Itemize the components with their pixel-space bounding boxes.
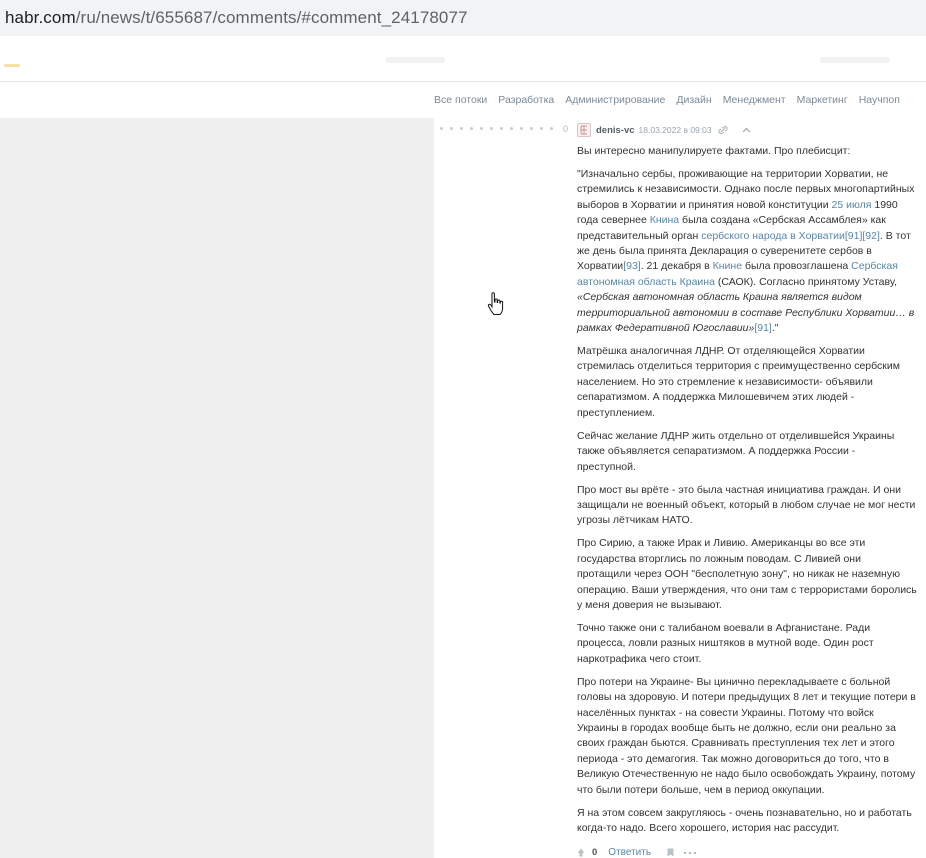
url-path: /ru/news/t/655687/comments/#comment_24178077 — [75, 8, 468, 27]
bookmark-icon[interactable] — [667, 848, 674, 857]
comment-author[interactable]: denis-vc — [596, 124, 635, 136]
vote-score: 0 — [592, 847, 598, 858]
hub-navigation — [0, 82, 926, 118]
comment-paragraph: Вы интересно манипулируете фактами. Про плебисцит: — [577, 145, 851, 157]
header-blur — [385, 57, 445, 63]
more-icon[interactable] — [684, 852, 696, 854]
comment-date[interactable]: 18.03.2022 в 09:03 — [638, 125, 712, 135]
link-serbs-of-croatia[interactable]: сербского народа в Хорватии — [701, 229, 845, 242]
footnote-93[interactable]: [93] — [623, 260, 641, 273]
comment-footer — [577, 847, 696, 858]
reply-button[interactable]: Ответить — [608, 847, 652, 858]
comment-header — [577, 122, 751, 138]
comment-paragraph: Точно также они с талибаном воевали в Афганистане. Ради процесса, ловли разных ништяков в мутной воде. Один рост наркотрафика чего стоит. — [577, 621, 874, 665]
nesting-indicator — [440, 127, 553, 130]
url-text[interactable] — [5, 8, 468, 28]
comment-paragraph: Матрёшка аналогичная ЛДНР. От отделяющейся Хорватии стремилась отделиться территория с преимущественно сербским населением. Но это стремление к независимости- объявили сепаратизмом. А поддержка Милошевичем этих людей - преступлением. — [577, 345, 900, 419]
link-knin[interactable]: Книна — [649, 214, 680, 227]
hand-cursor-icon — [487, 292, 505, 321]
nav-item-administration[interactable]: Администрирование — [565, 94, 666, 106]
comment-body — [577, 144, 917, 844]
nav-item-popsci[interactable]: Научпоп — [858, 94, 900, 106]
comment-quote-paragraph: "Изначально сербы, проживающие на территории Хорватии, не стремились к независимости. Однако после первых многопартийных выборов в Хорватии и принятия новой конституции 25 июля 1990 года севернее Книна была создана «Сербская Ассамблея» как представительный орган сербского народа в Хорватии[91][92]. В тот же день была принята Декларация о суверенитете сербов в Хорватии[93]. 21 декабря в Книне была провозглашена Сербская автономная область Краина (САОК). Согласно принятому Уставу, «Сербская автономная область Краина является видом территориальной автономии в составе Республики Хорватии… в рамках Федеративной Югославии»[91]." — [577, 168, 915, 335]
comment-paragraph: Про потери на Украине- Вы цинично перекладываете с больной головы на здоровую. И потери предыдущих 8 лет и текущие потери в населённых пунктах - на совести Украины. Потому что войск Украины в городах вообще быть не должно, если они реально за своих граждан бьются. Сравнивать преступления тех лет и этого периода - это демагогия. Так можно договориться до того, что в Великую Отечественную не надо было освобождать Украину, потому что были потери больше, чем в период оккупации. — [577, 675, 916, 796]
site-header — [0, 36, 926, 82]
link-knin-2[interactable]: Книне — [712, 260, 743, 273]
nav-item-marketing[interactable]: Маркетинг — [796, 94, 848, 106]
link-july-25[interactable]: 25 июля — [831, 198, 872, 211]
browser-address-bar[interactable] — [0, 0, 926, 36]
quote-italic: «Сербская автономная область Краина является видом территориальной автономии в составе Республики Хорватии… в рамках Федеративной Югославии» — [577, 291, 915, 335]
nav-items — [434, 94, 911, 106]
comment-paragraph: Про мост вы врёте - это была частная инициатива граждан. И они защищали не военный объект, который в любом случае не мог нести угрозы лётчикам НАТО. — [577, 483, 916, 527]
parent-arrow-icon[interactable] — [742, 127, 751, 133]
nesting-count: 0 — [563, 124, 569, 134]
comment-thread — [434, 118, 926, 858]
link-sao-krajina[interactable]: Сербская автономная область Краина — [577, 260, 898, 288]
comment-paragraph: Сейчас желание ЛДНР жить отдельно от отделившейся Украины также объявляется сепаратизмом. А поддержка России - преступной. — [577, 429, 895, 473]
nav-item-design[interactable]: Дизайн — [676, 94, 712, 106]
footnote-91[interactable]: [91] — [844, 229, 863, 242]
nav-item-management[interactable]: Менеджмент — [722, 94, 786, 106]
comment-paragraph: Про Сирию, а также Ирак и Ливию. Американцы во все эти государства вторглись по ложным поводам. С Ливией они протащили через ООН "бесполетную зону", но никак не наземную операцию. Ваши утверждения, что они там с террористами боролись у меня доверия не вызывают. — [577, 537, 917, 611]
vote-up-icon[interactable] — [577, 848, 585, 857]
comment-paragraph: Я на этом совсем закругляюсь - очень познавательно, но и работать когда-то надо. Всего хорошего, история нас рассудит. — [577, 806, 912, 834]
footnote-91-2[interactable]: [91] — [754, 322, 772, 335]
avatar[interactable] — [577, 123, 591, 137]
url-host: habr.com — [5, 8, 76, 27]
header-blur — [820, 57, 890, 63]
footnote-92[interactable]: [92] — [862, 229, 880, 242]
left-gutter — [0, 118, 434, 858]
permalink-icon[interactable] — [718, 126, 728, 134]
nav-item-all-flows[interactable]: Все потоки — [434, 94, 488, 106]
nav-item-development[interactable]: Разработка — [498, 94, 555, 106]
site-logo[interactable] — [4, 64, 20, 67]
